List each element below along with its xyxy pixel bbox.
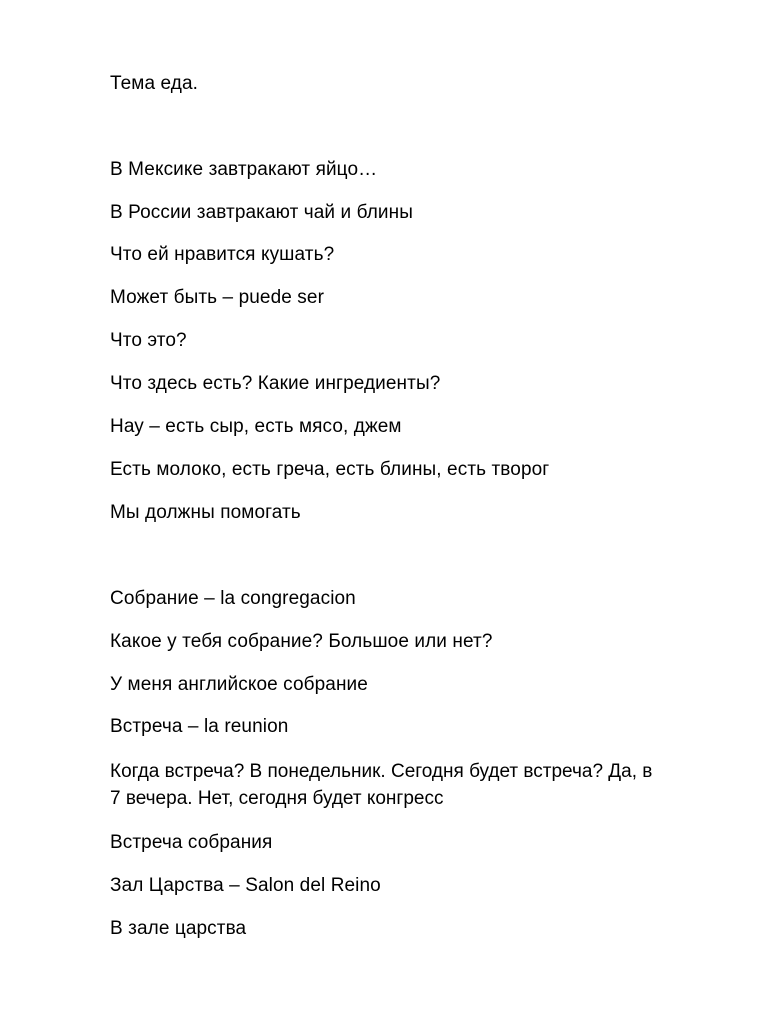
- text-line: 7 вечера. Нет, сегодня будет конгресс: [110, 788, 444, 809]
- text-line: Зал Царства – Salon del Reino: [110, 875, 381, 896]
- text-line: Что ей нравится кушать?: [110, 244, 335, 265]
- text-line: У меня английское собрание: [110, 674, 368, 695]
- text-line: Что здесь есть? Какие ингредиенты?: [110, 373, 441, 394]
- document-title: Тема еда.: [110, 73, 198, 94]
- text-line: Встреча собрания: [110, 832, 273, 853]
- text-line: Собрание – la congregacion: [110, 588, 356, 609]
- text-line: В зале царства: [110, 918, 247, 939]
- text-line: В России завтракают чай и блины: [110, 202, 413, 223]
- text-line: Есть молоко, есть греча, есть блины, есть творог: [110, 459, 550, 480]
- text-line: В Мексике завтракают яйцо…: [110, 159, 378, 180]
- wrapped-paragraph: [110, 758, 730, 812]
- text-line: Нау – есть сыр, есть мясо, джем: [110, 416, 402, 437]
- text-line: Когда встреча? В понедельник. Сегодня будет встреча? Да, в: [110, 761, 653, 782]
- text-line: Может быть – puede ser: [110, 287, 324, 308]
- text-line: Что это?: [110, 330, 187, 351]
- text-line: Какое у тебя собрание? Большое или нет?: [110, 631, 493, 652]
- text-line: Встреча – la reunion: [110, 716, 289, 737]
- text-line: Мы должны помогать: [110, 502, 301, 523]
